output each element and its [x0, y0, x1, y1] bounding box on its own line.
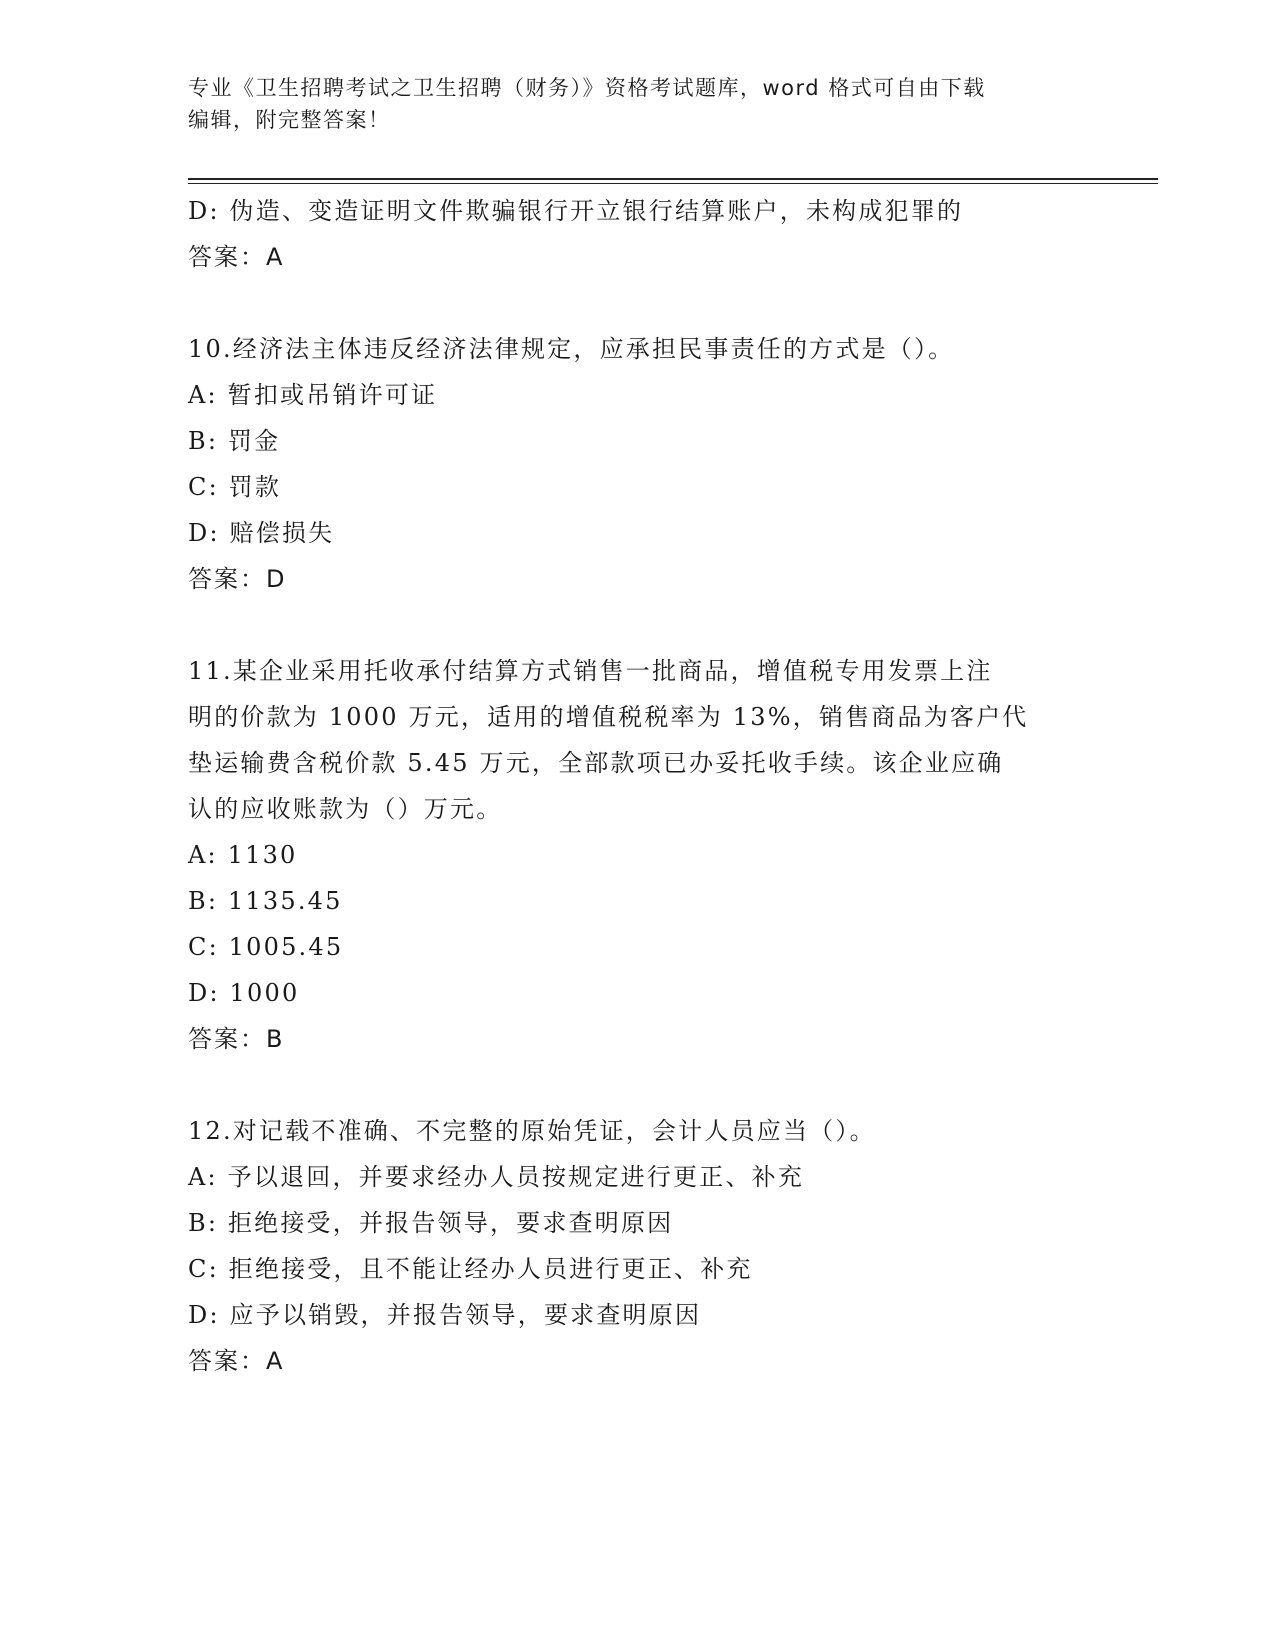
option-b: B: 1135.45 — [188, 887, 343, 915]
question-stem-line: 11.某企业采用托收承付结算方式销售一批商品，增值税专用发票上注 — [188, 657, 993, 685]
option-b: B: 拒绝接受，并报告领导，要求查明原因 — [188, 1209, 674, 1237]
previous-question-tail — [188, 188, 1108, 280]
answer-line: 答案：A — [188, 1347, 285, 1375]
question-list — [188, 188, 1108, 1384]
spacer — [188, 602, 1108, 648]
option-c: C: 拒绝接受，且不能让经办人员进行更正、补充 — [188, 1255, 753, 1283]
header-divider-thick — [188, 178, 1158, 180]
option-a: A: 暂扣或吊销许可证 — [188, 381, 438, 409]
header-line-2: 编辑，附完整答案！ — [188, 108, 391, 132]
spacer — [188, 280, 1108, 326]
spacer — [188, 1062, 1108, 1108]
question-10 — [188, 326, 1108, 602]
document-header — [188, 72, 1088, 136]
header-divider-thin — [188, 183, 1158, 184]
answer-line: 答案：A — [188, 243, 285, 271]
question-stem-line: 认的应收账款为（）万元。 — [188, 795, 503, 823]
answer-line: 答案：B — [188, 1025, 285, 1053]
question-11 — [188, 648, 1108, 1062]
option-b: B: 罚金 — [188, 427, 281, 455]
option-d: D: 1000 — [188, 979, 300, 1007]
answer-line: 答案：D — [188, 565, 287, 593]
option-d: D: 应予以销毁，并报告领导，要求查明原因 — [188, 1301, 702, 1329]
question-12 — [188, 1108, 1108, 1384]
option-c: C: 罚款 — [188, 473, 282, 501]
question-stem-line: 明的价款为 1000 万元，适用的增值税税率为 13%，销售商品为客户代 — [188, 703, 1029, 731]
option-a: A: 予以退回，并要求经办人员按规定进行更正、补充 — [188, 1163, 805, 1191]
question-stem-line: 垫运输费含税价款 5.45 万元，全部款项已办妥托收手续。该企业应确 — [188, 749, 1004, 777]
option-d: D: 伪造、变造证明文件欺骗银行开立银行结算账户，未构成犯罪的 — [188, 197, 964, 225]
header-line-1: 专业《卫生招聘考试之卫生招聘（财务）》资格考试题库，word 格式可自由下载 — [188, 76, 986, 100]
question-stem: 12.对记载不准确、不完整的原始凭证，会计人员应当（）。 — [188, 1117, 876, 1145]
option-c: C: 1005.45 — [188, 933, 344, 961]
option-d: D: 赔偿损失 — [188, 519, 335, 547]
question-stem: 10.经济法主体违反经济法律规定，应承担民事责任的方式是（）。 — [188, 335, 955, 363]
option-a: A: 1130 — [188, 841, 298, 869]
